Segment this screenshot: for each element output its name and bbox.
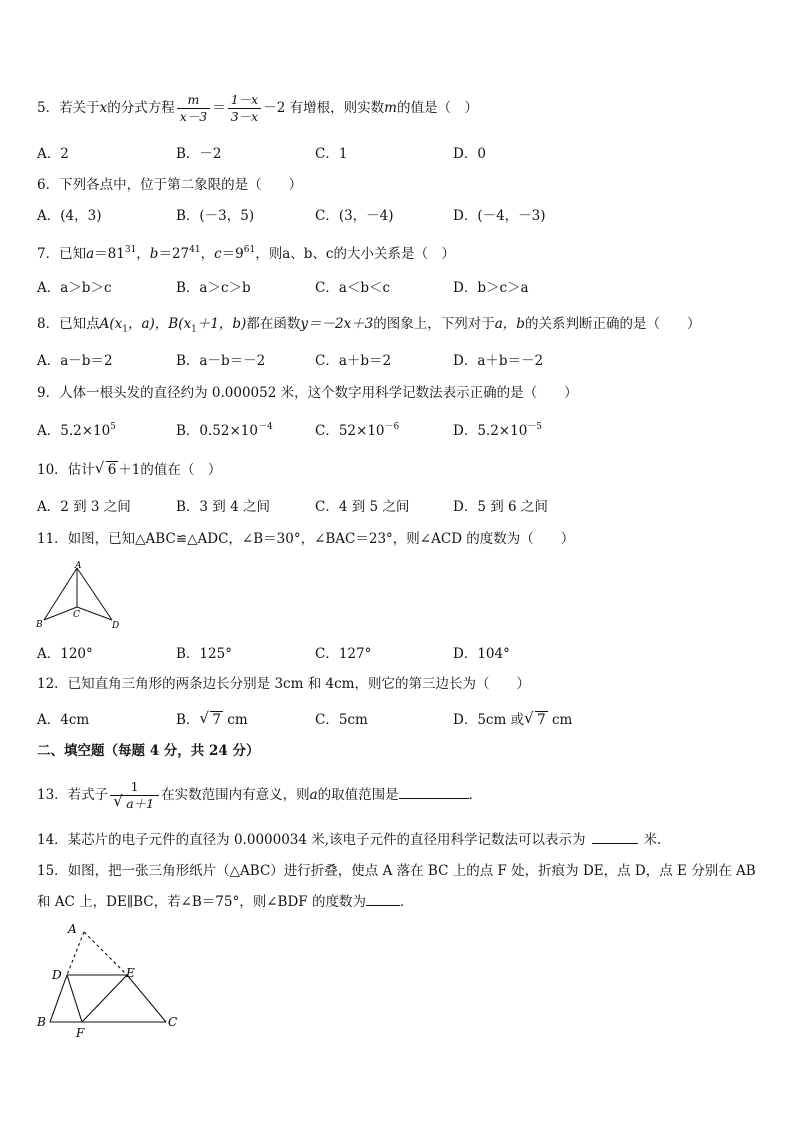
q12-option-a[interactable]: A．4cm (37, 712, 90, 728)
q14-answer-blank[interactable] (592, 842, 638, 844)
q7-option-c[interactable]: C．a＜b＜c (315, 280, 391, 296)
q12-option-b[interactable]: B． √ 7 cm (176, 709, 248, 728)
q15-label-b: B (37, 1015, 46, 1029)
fraction-m-over-x-3: $\frac{m}{x-3}$ (177, 92, 211, 125)
q5-option-a[interactable]: A．2 (37, 146, 69, 162)
q11-label-d: D (112, 621, 120, 631)
fraction-1-over-sqrt-a-plus-1: 1 √ a＋1 (110, 779, 159, 812)
q10-option-d[interactable]: D．5 到 6 之间 (453, 499, 548, 515)
q11-label-a: A (75, 561, 82, 571)
q7-option-a[interactable]: A．a＞b＞c (37, 280, 112, 296)
q9-option-c[interactable]: C．$52\times 10^{-6}$ (315, 422, 400, 439)
q11-figure (34, 560, 124, 632)
question-9: 9．人体一根头发的直径约为 0.000052 米，这个数字用科学记数法表示正确的是（ ） (37, 385, 578, 401)
fraction-1-x-over-3-x: $\frac{1-x}{3-x}$ (228, 92, 262, 125)
q10-option-b[interactable]: B．3 到 4 之间 (176, 499, 270, 515)
q9-option-d[interactable]: D．$5.2\times 10^{-5}$ (453, 422, 543, 439)
q10-option-a[interactable]: A．2 到 3 之间 (37, 499, 131, 515)
question-11: 11．如图，已知△ABC≌△ADC，∠B＝30°，∠BAC＝23°，则∠ACD 的度数为（ ） (37, 531, 575, 547)
q15-label-d: D (52, 968, 62, 982)
q10-option-c[interactable]: C．4 到 5 之间 (315, 499, 410, 515)
q5-option-c[interactable]: C．1 (315, 146, 348, 162)
question-6: 6．下列各点中，位于第二象限的是（ ） (37, 177, 303, 193)
q13-answer-blank[interactable] (399, 797, 469, 799)
q12-option-d[interactable]: D．5cm 或 √ 7 cm (453, 709, 573, 728)
question-13: 13．若式子 1 √ a＋1 在实数范围内有意义，则a的取值范围是 ． (37, 779, 483, 811)
question-14: 14．某芯片的电子元件的直径为 0.0000034 米,该电子元件的直径用科学记数法可以表示为 米. (37, 832, 662, 848)
sqrt-7: √ 7 (199, 709, 222, 728)
q7-option-b[interactable]: B．a＞c＞b (176, 280, 251, 296)
q6-option-d[interactable]: D．(－4，－3) (453, 208, 546, 224)
q11-label-c: C (73, 610, 80, 620)
q11-option-d[interactable]: D．104° (453, 646, 510, 662)
sqrt-7: √ 7 (524, 709, 546, 728)
q6-option-a[interactable]: A．(4，3) (37, 208, 102, 224)
q15-figure (34, 918, 184, 1040)
q15-label-c: C (168, 1015, 178, 1029)
q8-option-d[interactable]: D．a＋b＝－2 (453, 353, 544, 369)
q11-label-b: B (36, 620, 43, 630)
question-12: 12．已知直角三角形的两条边长分别是 3cm 和 4cm，则它的第三边长为（ ） (37, 676, 530, 692)
q11-option-a[interactable]: A．120° (37, 646, 93, 662)
question-15-line-2: 和 AC 上，DE∥BC，若∠B＝75°，则∠BDF 的度数为 ． (37, 894, 414, 910)
question-7: 7．已知$a=81^{31}$，$b=27^{41}$，$c=9^{61}$，则a、b、c的大小关系是（ ） (37, 245, 455, 262)
q8-option-a[interactable]: A．a－b＝2 (37, 353, 113, 369)
q5-option-d[interactable]: D．0 (453, 146, 486, 162)
q12-option-c[interactable]: C．5cm (315, 712, 368, 728)
q15-label-e: E (126, 966, 135, 980)
q7-option-d[interactable]: D．b＞c＞a (453, 280, 529, 296)
q15-label-a: A (68, 922, 77, 936)
q5-option-b[interactable]: B．－2 (176, 146, 222, 162)
q8-option-b[interactable]: B．a－b＝－2 (176, 353, 266, 369)
q15-answer-blank[interactable] (366, 904, 400, 906)
question-10: 10．估计 √ 6 ＋1的值在（ ） (37, 459, 222, 478)
q11-option-b[interactable]: B．125° (176, 646, 232, 662)
section-fill-in-title: 二、填空题（每题 4 分，共 24 分） (37, 743, 260, 759)
question-5: 5．若关于x的分式方程 $\frac{m}{x-3}$ ＝ $\frac{1-x}{3-x}$ －2 有增根，则实数m的值是（ ） (37, 92, 478, 124)
sqrt-6: √ 6 (94, 459, 117, 478)
question-8: 8．已知点$A(x_1$，a)，$B(x_1+1$，b)都在函数y＝－2x＋3的图象上，下列对于a，b的关系判断正确的是（ ） (37, 316, 701, 335)
q6-option-b[interactable]: B．(－3，5) (176, 208, 255, 224)
q11-option-c[interactable]: C．127° (315, 646, 372, 662)
q9-option-b[interactable]: B．$0.52\times 10^{-4}$ (176, 422, 273, 439)
question-15-line-1: 15．如图，把一张三角形纸片（△ABC）进行折叠，使点 A 落在 BC 上的点 F 处，折痕为 DE，点 D，点 E 分别在 AB (37, 863, 756, 879)
q9-option-a[interactable]: A．$5.2\times 10^5$ (37, 422, 116, 439)
q6-option-c[interactable]: C．(3，－4) (315, 208, 394, 224)
q15-label-f: F (76, 1026, 85, 1040)
q8-option-c[interactable]: C．a＋b＝2 (315, 353, 392, 369)
